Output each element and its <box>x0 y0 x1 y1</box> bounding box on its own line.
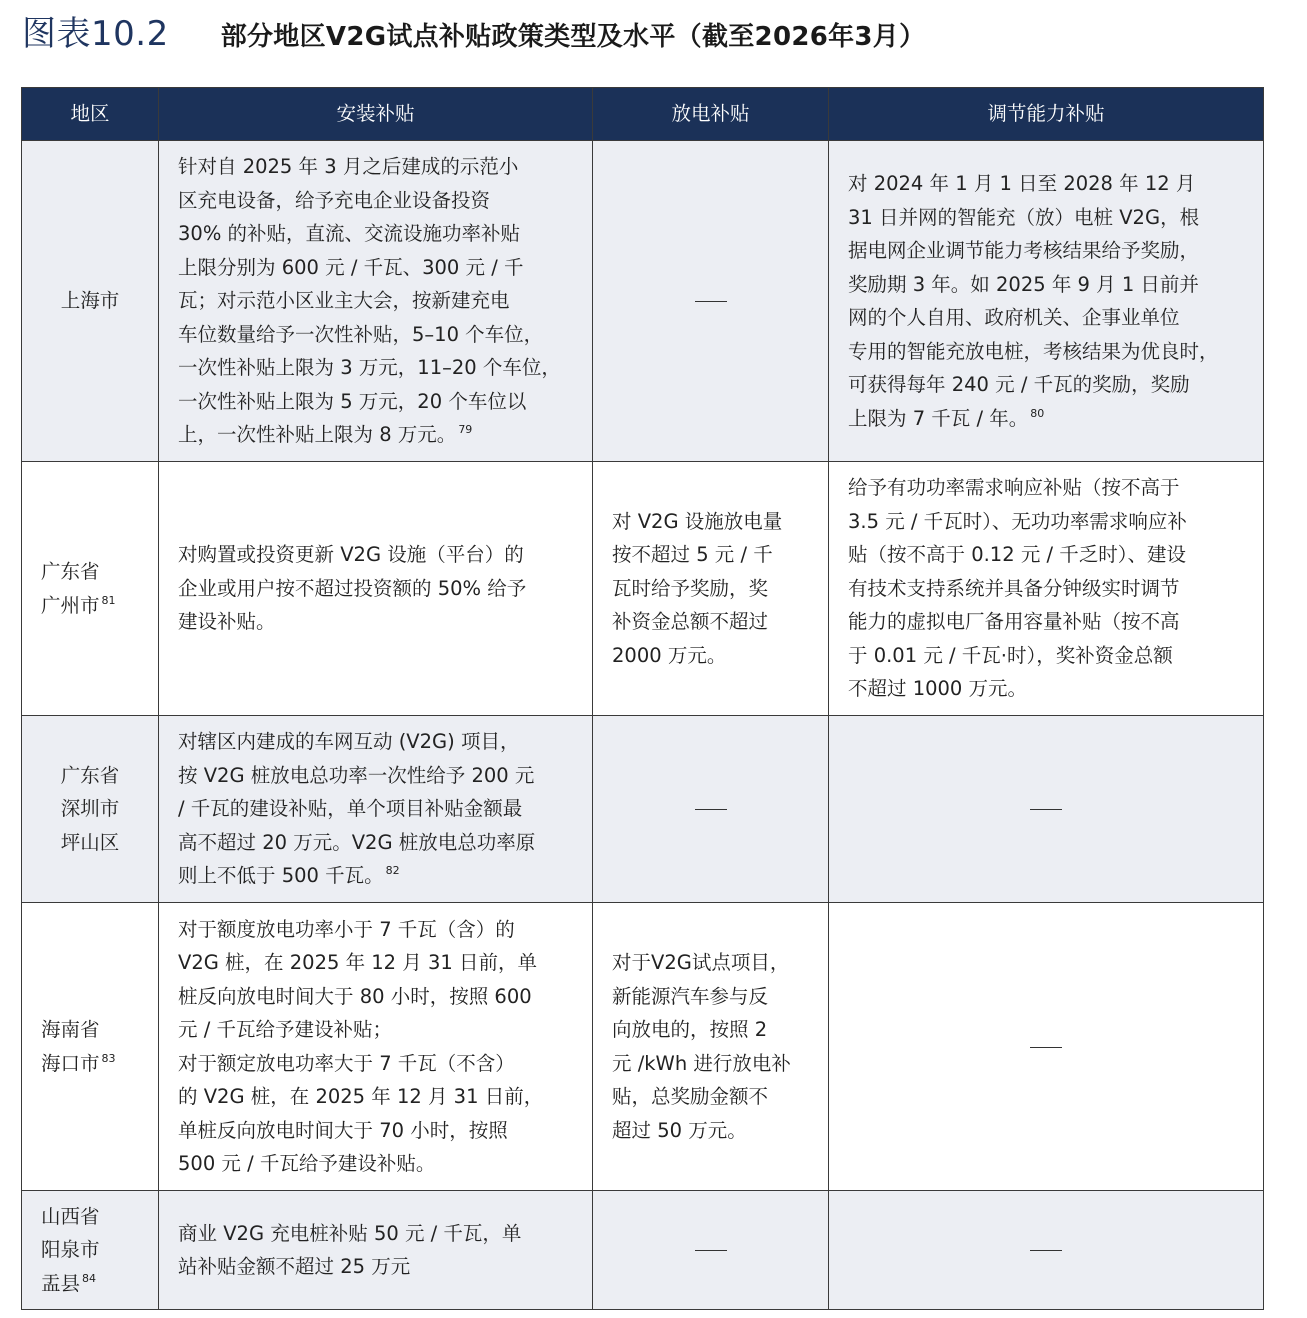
cell-line-text: 广州市 <box>41 593 100 617</box>
cell-line: 贴，总奖励金额不 <box>612 1085 769 1108</box>
discharge-subsidy-cell <box>593 462 829 716</box>
cell-line: V2G 桩，在 2025 年 12 月 31 日前，单 <box>178 951 537 974</box>
footnote-ref: 84 <box>82 1271 97 1285</box>
cell-line: 据电网企业调节能力考核结果给予奖励， <box>848 239 1200 262</box>
cell-line <box>178 418 582 452</box>
table-row <box>22 903 1264 1191</box>
cell-line: 按 V2G 桩放电总功率一次性给予 200 元 <box>178 763 535 787</box>
regulation-subsidy-cell <box>829 716 1264 903</box>
table-row <box>22 716 1264 903</box>
install-subsidy-cell <box>159 141 593 462</box>
regulation-subsidy-cell <box>829 141 1264 462</box>
cell-line: 高不超过 20 万元。V2G 桩放电总功率原 <box>178 830 536 854</box>
cell-line: 商业 V2G 充电桩补贴 50 元 / 千瓦，单 <box>178 1221 522 1245</box>
cell-line: 于 0.01 元 / 千瓦·时），奖补资金总额 <box>848 643 1173 667</box>
cell-line: 瓦；对示范小区业主大会，按新建充电 <box>178 289 510 313</box>
cell-line: 可获得每年 240 元 / 千瓦的奖励，奖励 <box>848 373 1190 396</box>
cell-line: 对 2024 年 1 月 1 日至 2028 年 12 月 <box>848 172 1196 195</box>
footnote-ref: 80 <box>1030 406 1045 420</box>
cell-line: 瓦时给予奖励，奖 <box>612 576 769 600</box>
cell-line: 深圳市 <box>60 797 120 821</box>
install-subsidy-cell <box>159 462 593 716</box>
cell-line: 30% 的补贴，直流、交流设施功率补贴 <box>178 222 521 246</box>
discharge-subsidy-cell <box>593 1191 829 1310</box>
cell-line: 给予有功功率需求响应补贴（按不高于 <box>848 476 1180 500</box>
cell-line: 针对自 2025 年 3 月之后建成的示范小 <box>178 155 519 179</box>
cell-line: 对辖区内建成的车网互动 (V2G) 项目， <box>178 730 520 754</box>
cell-line: 网的个人自用、政府机关、企事业单位 <box>848 306 1180 329</box>
empty-mark <box>695 301 727 302</box>
cell-line-text: 海口市 <box>41 1051 100 1075</box>
cell-line: 向放电的，按照 2 <box>612 1018 768 1041</box>
cell-line: 3.5 元 / 千瓦时）、无功功率需求响应补 <box>848 509 1187 533</box>
footnote-ref: 81 <box>101 593 116 607</box>
cell-line: 对于V2G试点项目， <box>612 951 790 974</box>
table-row <box>22 1191 1264 1310</box>
cell-line <box>41 589 150 623</box>
empty-mark <box>695 1250 727 1251</box>
cell-line: 能力的虚拟电厂备用容量补贴（按不高 <box>848 610 1180 634</box>
cell-line: 31 日并网的智能充（放）电桩 V2G，根 <box>848 205 1200 229</box>
header-region: 地区 <box>22 88 159 141</box>
cell-line <box>41 1267 150 1301</box>
cell-line: 车位数量给予一次性补贴，5–10 个车位， <box>178 322 544 346</box>
header-install-subsidy: 安装补贴 <box>159 88 593 141</box>
cell-line: 专用的智能充放电桩，考核结果为优良时， <box>848 339 1219 363</box>
cell-line <box>178 859 582 893</box>
region-cell <box>22 462 159 716</box>
regulation-subsidy-cell <box>829 903 1264 1191</box>
empty-mark <box>695 809 727 810</box>
empty-mark <box>1030 1250 1062 1251</box>
cell-line: 坪山区 <box>60 830 120 854</box>
install-subsidy-cell <box>159 716 593 903</box>
cell-line: 补资金总额不超过 <box>612 610 769 634</box>
cell-line: 超过 50 万元。 <box>612 1118 747 1142</box>
cell-line: 500 元 / 千瓦给予建设补贴。 <box>178 1152 436 1175</box>
cell-line: 上限分别为 600 元 / 千瓦、300 元 / 千 <box>178 255 524 279</box>
cell-line: 建设补贴。 <box>178 610 276 634</box>
region-cell <box>22 716 159 903</box>
cell-line: 站补贴金额不超过 25 万元 <box>178 1255 411 1278</box>
cell-line: 对于额定放电功率大于 7 千瓦（不含） <box>178 1051 515 1075</box>
regulation-subsidy-cell <box>829 462 1264 716</box>
empty-mark <box>1030 809 1062 810</box>
region-cell <box>22 903 159 1191</box>
cell-line: 新能源汽车参与反 <box>612 984 769 1008</box>
cell-line: 企业或用户按不超过投资额的 50% 给予 <box>178 576 527 600</box>
header-discharge-subsidy: 放电补贴 <box>593 88 829 141</box>
cell-line: 对购置或投资更新 V2G 设施（平台）的 <box>178 543 524 567</box>
cell-line: 山西省 <box>41 1204 100 1228</box>
region-cell <box>22 141 159 462</box>
cell-line-text: 盂县 <box>41 1271 81 1295</box>
cell-line: 单桩反向放电时间大于 70 小时，按照 <box>178 1118 508 1142</box>
cell-line: 一次性补贴上限为 3 万元，11–20 个车位， <box>178 356 561 380</box>
cell-line: 桩反向放电时间大于 80 小时，按照 600 <box>178 984 532 1008</box>
install-subsidy-cell <box>159 1191 593 1310</box>
cell-line: 一次性补贴上限为 5 万元，20 个车位以 <box>178 389 527 413</box>
cell-line: 元 /kWh 进行放电补 <box>612 1051 791 1075</box>
cell-line: 不超过 1000 万元。 <box>848 677 1028 701</box>
cell-line: 奖励期 3 年。如 2025 年 9 月 1 日前并 <box>848 272 1199 296</box>
cell-line: 贴（按不高于 0.12 元 / 千乏时）、建设 <box>848 543 1187 567</box>
cell-line: 有技术支持系统并具备分钟级实时调节 <box>848 576 1180 600</box>
figure-header <box>22 6 925 55</box>
header-regulation-subsidy: 调节能力补贴 <box>829 88 1264 141</box>
discharge-subsidy-cell <box>593 716 829 903</box>
cell-line: 对 V2G 设施放电量 <box>612 509 783 533</box>
discharge-subsidy-cell <box>593 141 829 462</box>
cell-line: 按不超过 5 元 / 千 <box>612 543 773 567</box>
regulation-subsidy-cell <box>829 1191 1264 1310</box>
discharge-subsidy-cell <box>593 903 829 1191</box>
cell-line: 海南省 <box>41 1018 100 1041</box>
table-header-row <box>22 88 1264 141</box>
table-row <box>22 141 1264 462</box>
cell-line: 2000 万元。 <box>612 643 727 667</box>
cell-line: 的 V2G 桩，在 2025 年 12 月 31 日前， <box>178 1085 544 1108</box>
cell-line <box>848 402 1253 436</box>
subsidy-policy-table <box>21 87 1264 1310</box>
table-row <box>22 462 1264 716</box>
cell-line-text: 上限为 7 千瓦 / 年。 <box>848 406 1029 430</box>
figure-title: 部分地区V2G试点补贴政策类型及水平（截至2026年3月） <box>220 22 926 52</box>
cell-line: 广东省 <box>60 763 120 787</box>
footnote-ref: 82 <box>385 864 400 878</box>
cell-line: 阳泉市 <box>41 1238 100 1262</box>
cell-line-text: 上，一次性补贴上限为 8 万元。 <box>178 423 457 447</box>
cell-line: 对于额度放电功率小于 7 千瓦（含）的 <box>178 917 515 941</box>
cell-line: 元 / 千瓦给予建设补贴； <box>178 1018 392 1041</box>
cell-line-text: 则上不低于 500 千瓦。 <box>178 864 384 888</box>
cell-line <box>41 1047 150 1081</box>
region-cell <box>22 1191 159 1310</box>
figure-label: 图表10.2 <box>22 14 169 54</box>
empty-mark <box>1030 1047 1062 1048</box>
cell-line: 区充电设备，给予充电企业设备投资 <box>178 188 491 212</box>
footnote-ref: 83 <box>101 1051 116 1065</box>
cell-line: / 千瓦的建设补贴，单个项目补贴金额最 <box>178 797 523 821</box>
footnote-ref: 79 <box>458 423 473 437</box>
install-subsidy-cell <box>159 903 593 1191</box>
cell-line: 上海市 <box>60 289 120 313</box>
cell-line: 广东省 <box>41 560 100 583</box>
